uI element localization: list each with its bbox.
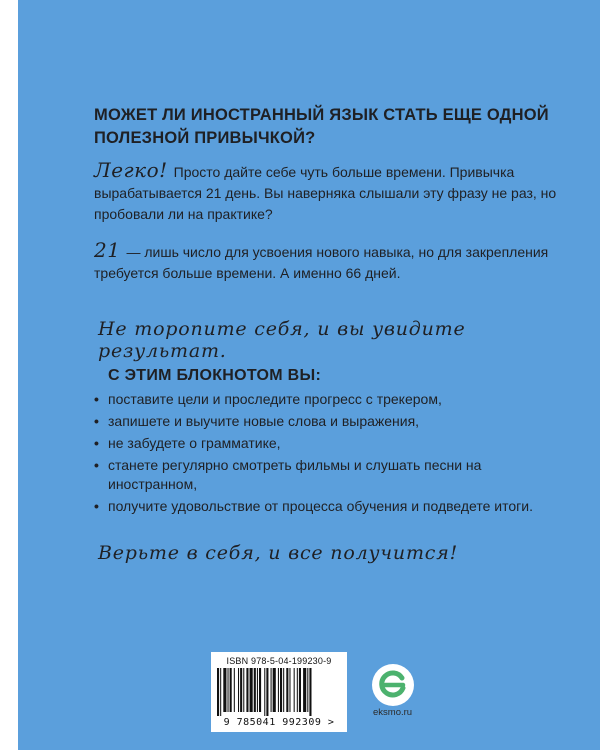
bullet: • [94,498,99,514]
bullet: • [94,413,99,429]
second-paragraph [94,240,574,284]
barcode-digits: 9 785041 992309 > [223,717,335,728]
intro-text: Просто дайте себе чуть больше времени. Привычка вырабатывается 21 день. Вы наверняка слышали эту фразу не раз, но пробовали ли на практике? [94,164,557,222]
list-item: • станете регулярно смотреть фильмы и слушать песни на иностранном, [94,457,482,492]
list-item: • не забудете о грамматике, [94,435,281,451]
benefits-list [94,390,564,519]
book-back-cover [18,0,600,750]
second-text: — лишь число для усвоения нового навыка, но для закрепления требуется больше времени. А именно 66 дней. [94,244,549,281]
motto-top: Не торопите себя, и вы увидите результат. [98,318,466,362]
list-item: • поставите цели и проследите прогресс с трекером, [94,391,442,407]
eksmo-logo-icon [370,662,416,708]
intro-paragraph [94,160,574,225]
list-item: • получите удовольствие от процесса обучения и подведете итоги. [94,498,533,514]
barcode-box [211,652,347,732]
intro-script-word: Легко! [94,158,168,182]
motto-bottom: Верьте в себя, и все получится! [98,542,459,564]
list-item: • запишете и выучите новые слова и выражения, [94,413,420,429]
cover-heading: МОЖЕТ ЛИ ИНОСТРАННЫЙ ЯЗЫК СТАТЬ ЕЩЕ ОДНОЙ ПОЛЕЗНОЙ ПРИВЫЧКОЙ? [94,106,549,147]
bullet: • [94,391,99,407]
publisher-url: eksmo.ru [373,707,413,718]
list-title: С ЭТИМ БЛОКНОТОМ ВЫ: [108,367,322,384]
bullet: • [94,435,99,451]
barcode-icon [217,668,341,716]
bullet: • [94,457,99,473]
second-script-number: 21 [94,238,121,262]
isbn-label: ISBN 978-5-04-199230-9 [226,656,332,666]
